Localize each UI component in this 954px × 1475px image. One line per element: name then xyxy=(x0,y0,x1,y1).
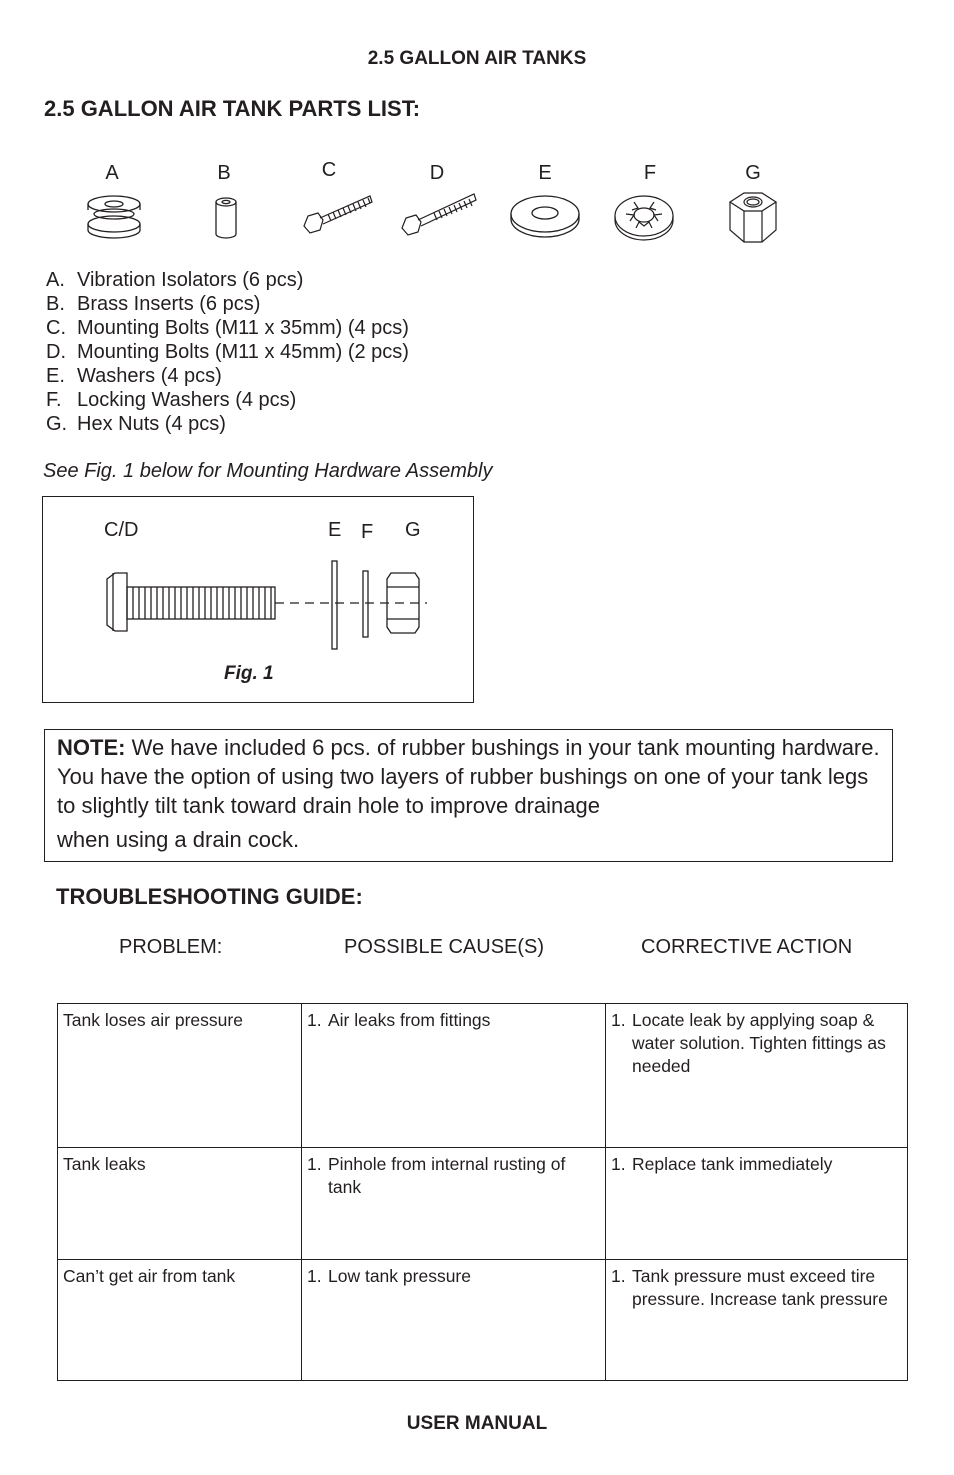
list-item xyxy=(46,412,409,436)
cause-number: 1. xyxy=(307,1154,322,1174)
list-item-letter: B. xyxy=(46,293,65,315)
figure-1-box xyxy=(42,496,474,703)
figure-label-cd: C/D xyxy=(104,519,139,541)
list-item xyxy=(46,388,409,412)
cause-cell xyxy=(302,1148,606,1260)
note-text: We have included 6 pcs. of rubber bushings in your tank mounting hardware. You have the option of using two layers of rubber bushings on one of your tank legs to slightly tilt tank toward drain hole to improve drainage xyxy=(57,735,880,818)
action-cell xyxy=(606,1148,908,1260)
figure-reference: See Fig. 1 below for Mounting Hardware Assembly xyxy=(43,460,493,482)
action-text: Replace tank immediately xyxy=(632,1154,833,1174)
list-item-text: Mounting Bolts (M11 x 35mm) (4 pcs) xyxy=(77,317,409,339)
action-cell xyxy=(606,1004,908,1148)
vibration-isolator-icon xyxy=(84,188,144,244)
cause-cell xyxy=(302,1004,606,1148)
problem-cell: Can’t get air from tank xyxy=(58,1260,302,1381)
list-item-text: Hex Nuts (4 pcs) xyxy=(77,413,226,435)
table-row xyxy=(58,1260,908,1381)
part-letter-d: D xyxy=(429,162,445,184)
cause-cell xyxy=(302,1260,606,1381)
part-letter-f: F xyxy=(643,162,657,184)
note-box xyxy=(44,729,893,862)
list-item xyxy=(46,316,409,340)
column-header-cause: POSSIBLE CAUSE(S) xyxy=(344,936,545,958)
list-item-text: Washers (4 pcs) xyxy=(77,365,222,387)
figure-label-g: G xyxy=(405,519,421,541)
parts-list-title: 2.5 GALLON AIR TANK PARTS LIST: xyxy=(44,96,421,121)
list-item xyxy=(46,292,409,316)
bolt-assembly-icon xyxy=(97,557,427,653)
list-item-text: Locking Washers (4 pcs) xyxy=(77,389,297,411)
action-text: Locate leak by applying soap & water solution. Tighten fittings as needed xyxy=(632,1010,886,1076)
troubleshooting-table xyxy=(57,1003,908,1381)
list-item-letter: G. xyxy=(46,413,68,435)
action-number: 1. xyxy=(611,1266,626,1286)
brass-insert-icon xyxy=(212,188,240,244)
list-item-text: Brass Inserts (6 pcs) xyxy=(77,293,261,315)
part-letter-b: B xyxy=(217,162,231,184)
washer-icon xyxy=(508,188,582,244)
list-item-letter: C. xyxy=(46,317,66,339)
note-label: NOTE: xyxy=(57,735,126,760)
mounting-bolt-short-icon xyxy=(300,188,374,244)
action-number: 1. xyxy=(611,1154,626,1174)
problem-cell: Tank loses air pressure xyxy=(58,1004,302,1148)
cause-text: Low tank pressure xyxy=(328,1266,471,1286)
problem-cell: Tank leaks xyxy=(58,1148,302,1260)
list-item-letter: A. xyxy=(46,269,65,291)
page-header: 2.5 GALLON AIR TANKS xyxy=(367,48,587,69)
list-item-text: Vibration Isolators (6 pcs) xyxy=(77,269,304,291)
locking-washer-icon xyxy=(612,188,676,246)
cause-number: 1. xyxy=(307,1010,322,1030)
part-letter-a: A xyxy=(105,162,119,184)
table-row xyxy=(58,1148,908,1260)
action-number: 1. xyxy=(611,1010,626,1030)
list-item xyxy=(46,364,409,388)
part-letter-g: G xyxy=(745,162,761,184)
list-item xyxy=(46,340,409,364)
list-item-letter: E. xyxy=(46,365,65,387)
list-item-letter: D. xyxy=(46,341,66,363)
mounting-bolt-long-icon xyxy=(398,188,480,244)
note-last-line: when using a drain cock. xyxy=(57,827,300,852)
troubleshooting-title: TROUBLESHOOTING GUIDE: xyxy=(56,884,363,909)
parts-list xyxy=(46,268,409,436)
part-letter-c: C xyxy=(321,159,337,181)
list-item-letter: F. xyxy=(46,389,62,411)
part-letter-e: E xyxy=(538,162,552,184)
figure-caption: Fig. 1 xyxy=(224,663,274,684)
figure-label-e: E xyxy=(328,519,342,541)
hex-nut-icon xyxy=(722,188,782,250)
list-item xyxy=(46,268,409,292)
column-header-problem: PROBLEM: xyxy=(119,936,223,958)
list-item-text: Mounting Bolts (M11 x 45mm) (2 pcs) xyxy=(77,341,409,363)
column-header-action: CORRECTIVE ACTION xyxy=(641,936,853,958)
action-text: Tank pressure must exceed tire pressure. Increase tank pressure xyxy=(632,1266,888,1309)
figure-label-f: F xyxy=(361,521,374,543)
table-row xyxy=(58,1004,908,1148)
cause-number: 1. xyxy=(307,1266,322,1286)
cause-text: Air leaks from fittings xyxy=(328,1010,491,1030)
action-cell xyxy=(606,1260,908,1381)
page-footer: USER MANUAL xyxy=(406,1413,548,1434)
cause-text: Pinhole from internal rusting of tank xyxy=(328,1154,566,1197)
